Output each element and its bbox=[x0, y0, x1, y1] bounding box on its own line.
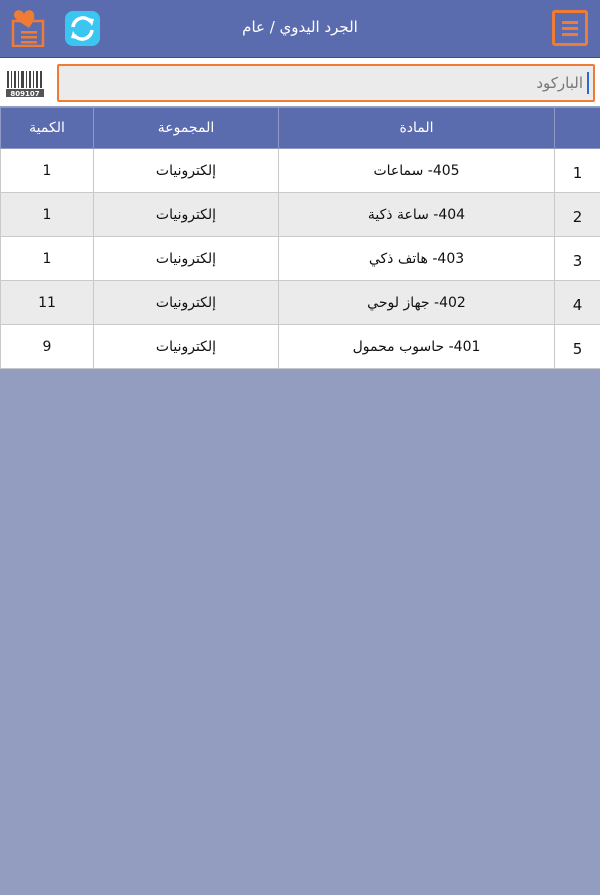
favorites-button[interactable] bbox=[11, 9, 47, 47]
column-header-item[interactable]: المادة bbox=[279, 108, 555, 149]
row-group: إلكترونيات bbox=[94, 281, 279, 325]
top-app-bar bbox=[0, 0, 600, 58]
column-header-group[interactable]: المجموعة bbox=[94, 108, 279, 149]
row-quantity: 9 bbox=[1, 325, 94, 369]
refresh-icon bbox=[65, 11, 100, 46]
column-header-quantity[interactable]: الكمية bbox=[1, 108, 94, 149]
column-header-index bbox=[555, 108, 600, 149]
row-item: 402- جهاز لوحي bbox=[279, 281, 555, 325]
page-title: الجرد اليدوي / عام bbox=[242, 18, 358, 36]
row-index: 4 bbox=[555, 281, 600, 325]
row-item: 403- هاتف ذكي bbox=[279, 237, 555, 281]
table-row[interactable] bbox=[1, 193, 600, 237]
text-caret bbox=[587, 72, 589, 94]
table-row[interactable] bbox=[1, 325, 600, 369]
table-row[interactable] bbox=[1, 281, 600, 325]
barcode-icon bbox=[5, 70, 45, 97]
barcode-search-input[interactable] bbox=[57, 64, 595, 102]
row-group: إلكترونيات bbox=[94, 193, 279, 237]
row-quantity: 1 bbox=[1, 193, 94, 237]
menu-button[interactable] bbox=[552, 10, 588, 46]
row-item: 405- سماعات bbox=[279, 149, 555, 193]
row-group: إلكترونيات bbox=[94, 325, 279, 369]
row-index: 1 bbox=[555, 149, 600, 193]
row-quantity: 1 bbox=[1, 237, 94, 281]
row-group: إلكترونيات bbox=[94, 237, 279, 281]
refresh-button[interactable] bbox=[65, 11, 100, 46]
row-item: 401- حاسوب محمول bbox=[279, 325, 555, 369]
row-index: 5 bbox=[555, 325, 600, 369]
row-group: إلكترونيات bbox=[94, 149, 279, 193]
row-index: 3 bbox=[555, 237, 600, 281]
table-row[interactable] bbox=[1, 149, 600, 193]
barcode-caption: 809107 bbox=[10, 90, 40, 97]
row-quantity: 1 bbox=[1, 149, 94, 193]
table-header-row bbox=[1, 108, 600, 149]
row-quantity: 11 bbox=[1, 281, 94, 325]
row-item: 404- ساعة ذكية bbox=[279, 193, 555, 237]
heart-list-icon bbox=[11, 9, 47, 47]
barcode-scan-button[interactable] bbox=[5, 70, 45, 97]
table-row[interactable] bbox=[1, 237, 600, 281]
row-index: 2 bbox=[555, 193, 600, 237]
inventory-table bbox=[0, 107, 600, 369]
